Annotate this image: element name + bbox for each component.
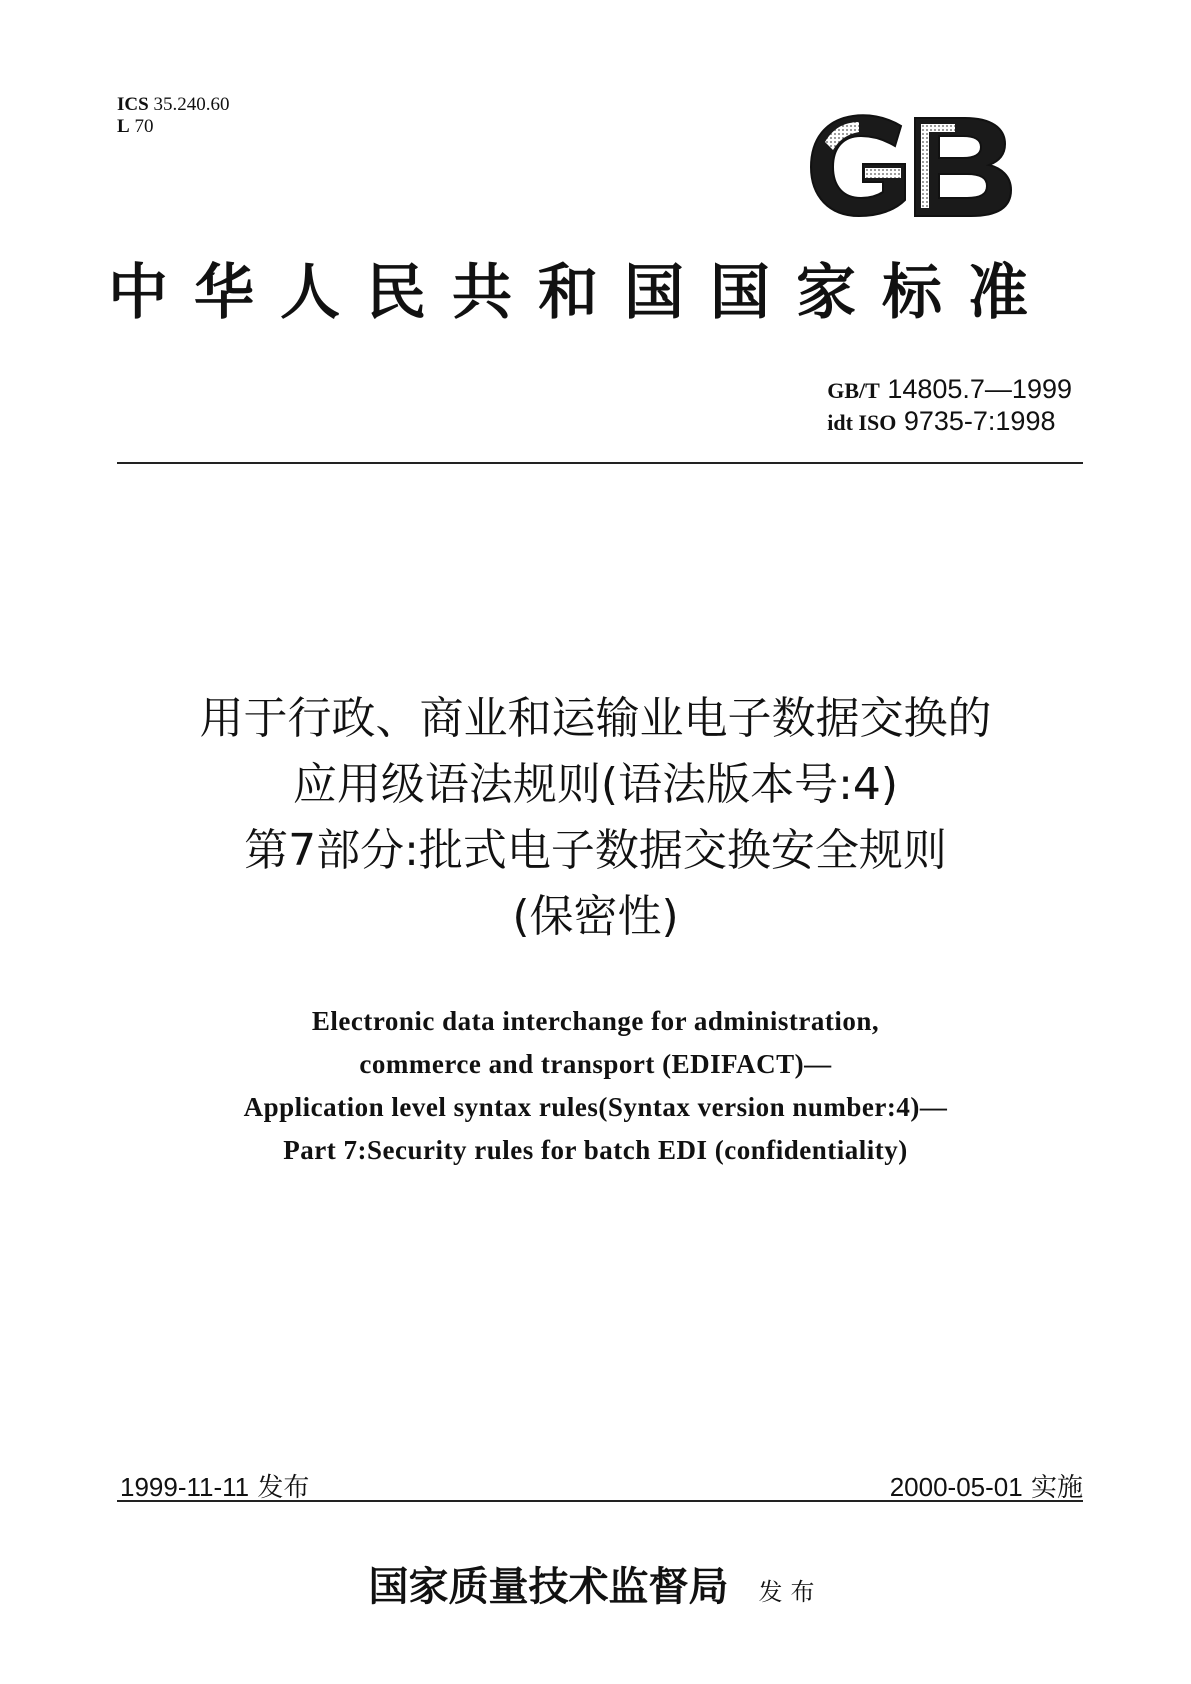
en-title-line: commerce and transport (EDIFACT)— (359, 1049, 832, 1079)
gb-logo-icon (805, 112, 1015, 222)
effective-date-label: 实施 (1030, 1473, 1083, 1503)
english-title (100, 1000, 1091, 1172)
top-divider (117, 462, 1083, 464)
standard-number-prefix: GB/T (827, 378, 880, 403)
ics-label: ICS (117, 94, 149, 115)
ics-line (117, 94, 229, 116)
issuer-action: 发布 (758, 1578, 823, 1606)
standard-number-block (827, 374, 1072, 438)
issue-date (120, 1467, 309, 1504)
en-title-line: Electronic data interchange for administration, (311, 1006, 880, 1036)
issuer-name: 国家质量技术监督局 (368, 1563, 729, 1610)
en-title-line: Application level syntax rules(Syntax version number:4)— (243, 1092, 948, 1122)
cn-title-line: (保密性) (512, 891, 679, 942)
standard-number-line (827, 374, 1072, 406)
issue-date-label: 发布 (257, 1473, 310, 1503)
ccs-line (117, 116, 229, 138)
effective-date (890, 1467, 1083, 1504)
cn-title-line: 第7部分:批式电子数据交换安全规则 (244, 825, 947, 876)
ccs-label: L (117, 116, 130, 137)
issuer (100, 1555, 1091, 1612)
effective-date-value: 2000-05-01 (889, 1472, 1023, 1502)
issue-date-value: 1999-11-11 (120, 1472, 250, 1502)
idt-line (827, 406, 1072, 438)
cn-title-line: 应用级语法规则(语法版本号:4) (292, 759, 899, 810)
cn-title-line: 用于行政、商业和运输业电子数据交换的 (199, 693, 992, 744)
chinese-title (100, 690, 1091, 946)
ics-code: 35.240.60 (153, 94, 230, 115)
national-standard-heading: 中华人民共和国国家标准 (108, 258, 1054, 328)
idt-prefix: idt ISO (827, 410, 897, 435)
idt-number: 9735-7:1998 (903, 406, 1056, 436)
classification-codes (117, 94, 229, 138)
standard-number: 14805.7—1999 (887, 374, 1072, 404)
ccs-code: 70 (134, 116, 154, 137)
en-title-line: Part 7:Security rules for batch EDI (confidentiality) (283, 1135, 908, 1165)
bottom-divider (117, 1500, 1083, 1502)
